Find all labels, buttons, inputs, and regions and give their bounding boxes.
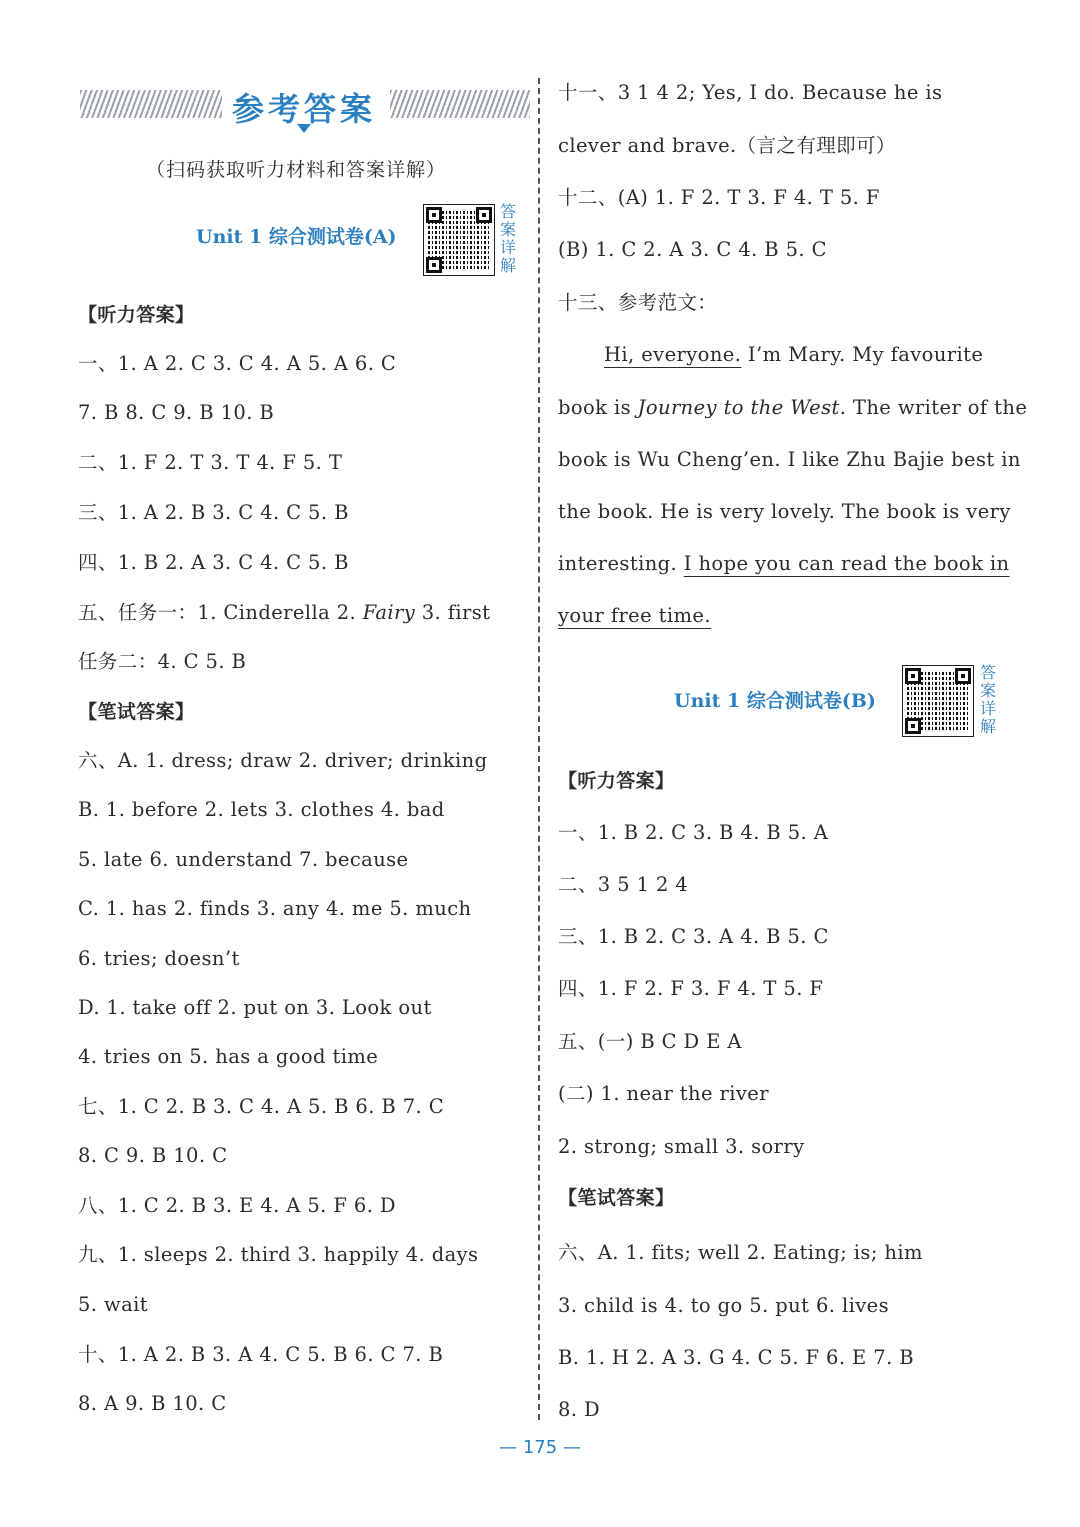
answer-line: 5. late 6. understand 7. because xyxy=(78,848,409,871)
essay-line: your free time. xyxy=(558,604,711,627)
book-title-italic: Journey to the West xyxy=(637,396,840,419)
answer-line: 九、1. sleeps 2. third 3. happily 4. days xyxy=(78,1243,479,1266)
answer-line: 三、1. B 2. C 3. A 4. B 5. C xyxy=(558,925,829,948)
written-heading-b: 【笔试答案】 xyxy=(558,1187,675,1209)
answer-line: 一、1. B 2. C 3. B 4. B 5. A xyxy=(558,821,829,844)
answer-line: 三、1. A 2. B 3. C 4. C 5. B xyxy=(78,501,349,524)
answer-line: 5. wait xyxy=(78,1293,148,1316)
answer-line: B. 1. H 2. A 3. G 4. C 5. F 6. E 7. B xyxy=(558,1346,915,1369)
answer-line: 八、1. C 2. B 3. E 4. A 5. F 6. D xyxy=(78,1194,396,1217)
page-number: — 175 — xyxy=(499,1437,581,1458)
answer-text: 五、任务一：1. Cinderella 2. xyxy=(78,601,363,624)
written-heading-a: 【笔试答案】 xyxy=(78,701,195,723)
answer-line: 六、A. 1. dress; draw 2. driver; drinking xyxy=(78,749,488,772)
answer-line: B. 1. before 2. lets 3. clothes 4. bad xyxy=(78,798,445,821)
answer-line: 十、1. A 2. B 3. A 4. C 5. B 6. C 7. B xyxy=(78,1343,444,1366)
answer-line: 任务二：4. C 5. B xyxy=(78,650,247,673)
answer-line: 6. tries; doesn’t xyxy=(78,947,240,970)
answer-line: clever and brave.（言之有理即可） xyxy=(558,134,896,157)
essay-line xyxy=(558,395,1027,421)
answer-text: 3. first xyxy=(415,601,491,624)
answer-line: 五、(一) B C D E A xyxy=(558,1030,742,1053)
answer-line: 六、A. 1. fits; well 2. Eating; is; him xyxy=(558,1241,923,1264)
essay-text: I’m Mary. My favourite xyxy=(741,343,984,366)
answer-text-italic: Fairy xyxy=(362,601,416,624)
essay-line xyxy=(558,551,1009,577)
qr-label-b: 答案详解 xyxy=(980,663,997,736)
answer-line xyxy=(78,600,490,626)
essay-underlined: Hi, everyone. xyxy=(604,343,742,366)
answer-line: 2. strong; small 3. sorry xyxy=(558,1135,805,1158)
answer-line: (B) 1. C 2. A 3. C 4. B 5. C xyxy=(558,238,827,261)
answer-line: 十一、3 1 4 2; Yes, I do. Because he is xyxy=(558,81,943,104)
answer-line: 8. D xyxy=(558,1398,601,1421)
listening-heading-b: 【听力答案】 xyxy=(558,770,675,792)
answer-line: C. 1. has 2. finds 3. any 4. me 5. much xyxy=(78,897,472,920)
answer-line: 8. C 9. B 10. C xyxy=(78,1144,228,1167)
page-subtitle: （扫码获取听力材料和答案详解） xyxy=(146,159,447,181)
essay-line: the book. He is very lovely. The book is very xyxy=(558,500,1011,523)
qr-label-a: 答案详解 xyxy=(500,202,517,275)
answer-line: 一、1. A 2. C 3. C 4. A 5. A 6. C xyxy=(78,352,397,375)
answer-line: 8. A 9. B 10. C xyxy=(78,1392,227,1415)
title-decoration-right xyxy=(390,90,530,118)
essay-line xyxy=(604,342,983,368)
answer-line: 二、1. F 2. T 3. T 4. F 5. T xyxy=(78,451,343,474)
qr-code-a-icon xyxy=(423,204,495,276)
essay-text: book is xyxy=(558,396,638,419)
answer-line: (二) 1. near the river xyxy=(558,1082,769,1105)
answer-line: D. 1. take off 2. put on 3. Look out xyxy=(78,996,432,1019)
answer-line: 七、1. C 2. B 3. C 4. A 5. B 6. B 7. C xyxy=(78,1095,445,1118)
essay-underlined: I hope you can read the book in xyxy=(683,552,1010,575)
answer-line: 四、1. B 2. A 3. C 4. C 5. B xyxy=(78,551,349,574)
essay-text: interesting. xyxy=(558,552,684,575)
answer-line: 十三、参考范文： xyxy=(558,291,718,314)
answer-line: 4. tries on 5. has a good time xyxy=(78,1045,379,1068)
answer-line: 十二、(A) 1. F 2. T 3. F 4. T 5. F xyxy=(558,186,880,209)
title-arrow-icon xyxy=(297,124,311,133)
listening-heading-a: 【听力答案】 xyxy=(78,304,195,326)
unit-a-title: Unit 1 综合测试卷(A) xyxy=(196,226,397,248)
answer-line: 四、1. F 2. F 3. F 4. T 5. F xyxy=(558,977,824,1000)
answer-line: 二、3 5 1 2 4 xyxy=(558,873,689,896)
title-decoration-left xyxy=(80,90,222,118)
qr-code-b-icon xyxy=(902,665,974,737)
column-divider xyxy=(538,78,540,1420)
essay-line: book is Wu Cheng’en. I like Zhu Bajie best in xyxy=(558,448,1021,471)
essay-text: . The writer of the xyxy=(839,396,1028,419)
page-title: 参考答案 xyxy=(232,90,377,128)
unit-b-title: Unit 1 综合测试卷(B) xyxy=(674,690,876,712)
answer-line: 3. child is 4. to go 5. put 6. lives xyxy=(558,1294,889,1317)
answer-line: 7. B 8. C 9. B 10. B xyxy=(78,401,275,424)
